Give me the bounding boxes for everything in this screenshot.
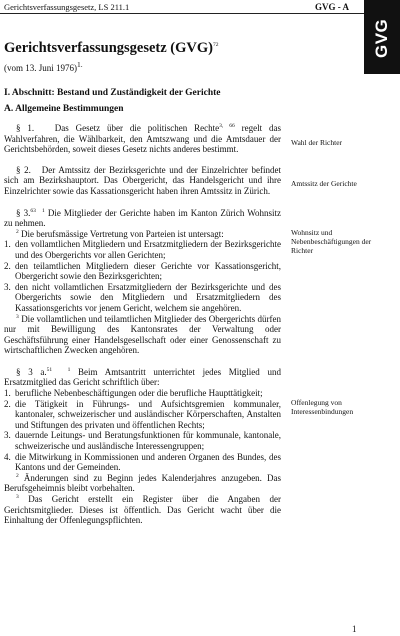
margin-note-amtssitz: Amtssitz der Gerichte (291, 179, 357, 188)
paragraph-3a-list (4, 388, 281, 473)
paragraph-3-abs-3: $^3$ Die vollamtlichen und teilamtlichen Mitglieder des Obergerichts dürfen nur mit Bewilligung des Kantonsrates der Verwaltung oder Geschäftsführung einer Handelsgesellschaft oder einer Genossenschaft zu wirtschaftlichen Zwecken angehören. (4, 313, 281, 356)
margin-note-wohnsitz: Wohnsitz und Nebenbeschäftigungen der Richter (291, 228, 372, 255)
list-item: 2. den teilamtlichen Mitgliedern dieser Gerichte vor Kassationsgericht, Obergericht sowie den Bezirksgerichten; (4, 260, 281, 282)
margin-note-wahl: Wahl der Richter (291, 138, 343, 147)
subsection-heading: A. Allgemeine Bestimmungen (4, 104, 124, 114)
paragraph-3-list (4, 239, 281, 313)
header-rule (0, 13, 400, 14)
margin-note-offenlegung: Offenlegung von Interessenbindungen (291, 398, 354, 416)
list-item: 1. berufliche Nebenbeschäftigungen oder die berufliche Haupttätigkeit; (4, 388, 263, 399)
paragraph-3a-abs-3: $^3$ Das Gericht erstellt ein Register über die Angaben der Gerichtsmitglieder. Dieses ist öffentlich. Das Gericht wacht über die Einhaltung der Offenlegungspflichten. (4, 494, 282, 526)
paragraph-1: § 1. Das Gesetz über die politischen Rechte$^{3, 66}$ regelt das Wahlverfahren, die Wählbarkeit, den Amtszwang und die Amtsdauer der Gerichtsbehörden, soweit dieses Gesetz nichts anderes bestimmt. (4, 123, 282, 155)
page-number: 1 (352, 624, 357, 634)
enactment-date: (vom 13. Juni 1976)$^{1.}$ (4, 60, 83, 73)
list-item: 3. den nicht vollamtlichen Ersatzmitgliedern der Bezirksgerichte und des Obergerichts sowie den Mitgliedern und Ersatzmitgliedern des Kassationsgerichts vor jenem Gericht, welchem sie angehören. (4, 281, 281, 313)
paragraph-3a: § 3 a.$^{51}$ $^1$ Beim Amtsantritt unterrichtet jedes Mitglied und Ersatzmitglied das Gericht schriftlich über: (4, 366, 281, 388)
paragraph-3a-abs-2: $^2$ Änderungen sind zu Beginn jedes Kalenderjahres anzugeben. Das Berufsgeheimnis bleibt vorbehalten. (4, 472, 282, 494)
thumb-index-tab (364, 0, 400, 74)
section-heading: I. Abschnitt: Bestand und Zuständigkeit der Gerichte (4, 88, 221, 98)
running-header-title: Gerichtsverfassungsgesetz, LS 211.1 (4, 2, 130, 12)
paragraph-3: § 3.63 $^1$ Die Mitglieder der Gerichte haben im Kanton Zürich Wohnsitz zu nehmen. (4, 207, 282, 229)
main-text (4, 40, 281, 526)
paragraph-3-abs-2: $^2$ Die berufsmässige Vertretung von Parteien ist untersagt: (16, 228, 224, 239)
thumb-index-label: GVG (372, 18, 391, 58)
running-header-code: GVG - A (315, 2, 350, 12)
paragraph-2: § 2. Der Amtssitz der Bezirksgerichte und der Einzelrichter befindet sich am Bezirkshauptort. Das Obergericht, das Handelsgericht und ihre Einzelrichter sowie das Kassationsgericht haben ihren Amtssitz in Zürich. (4, 164, 282, 196)
law-title: Gerichtsverfassungsgesetz (GVG)$^{72}$ (4, 40, 219, 56)
list-item: 1. den vollamtlichen Mitgliedern und Ersatzmitgliedern der Bezirksgerichte und des Obergerichts vor allen Gerichten; (4, 239, 281, 260)
list-item: 4. die Mitwirkung in Kommissionen und anderen Organen des Bundes, des Kantons und der Gemeinden. (4, 451, 281, 473)
list-item: 3. dauernde Leitungs- und Beratungsfunktionen für kommunale, kantonale, schweizerische und ausländische Interessengruppen; (4, 430, 281, 452)
list-item: 2. die Tätigkeit in Führungs- und Aufsichtsgremien kommunaler, kantonaler, schweizerischer und ausländischer Körperschaften, Anstalten und Stiftungen des privaten und öffentlichen Rechts; (4, 398, 281, 430)
